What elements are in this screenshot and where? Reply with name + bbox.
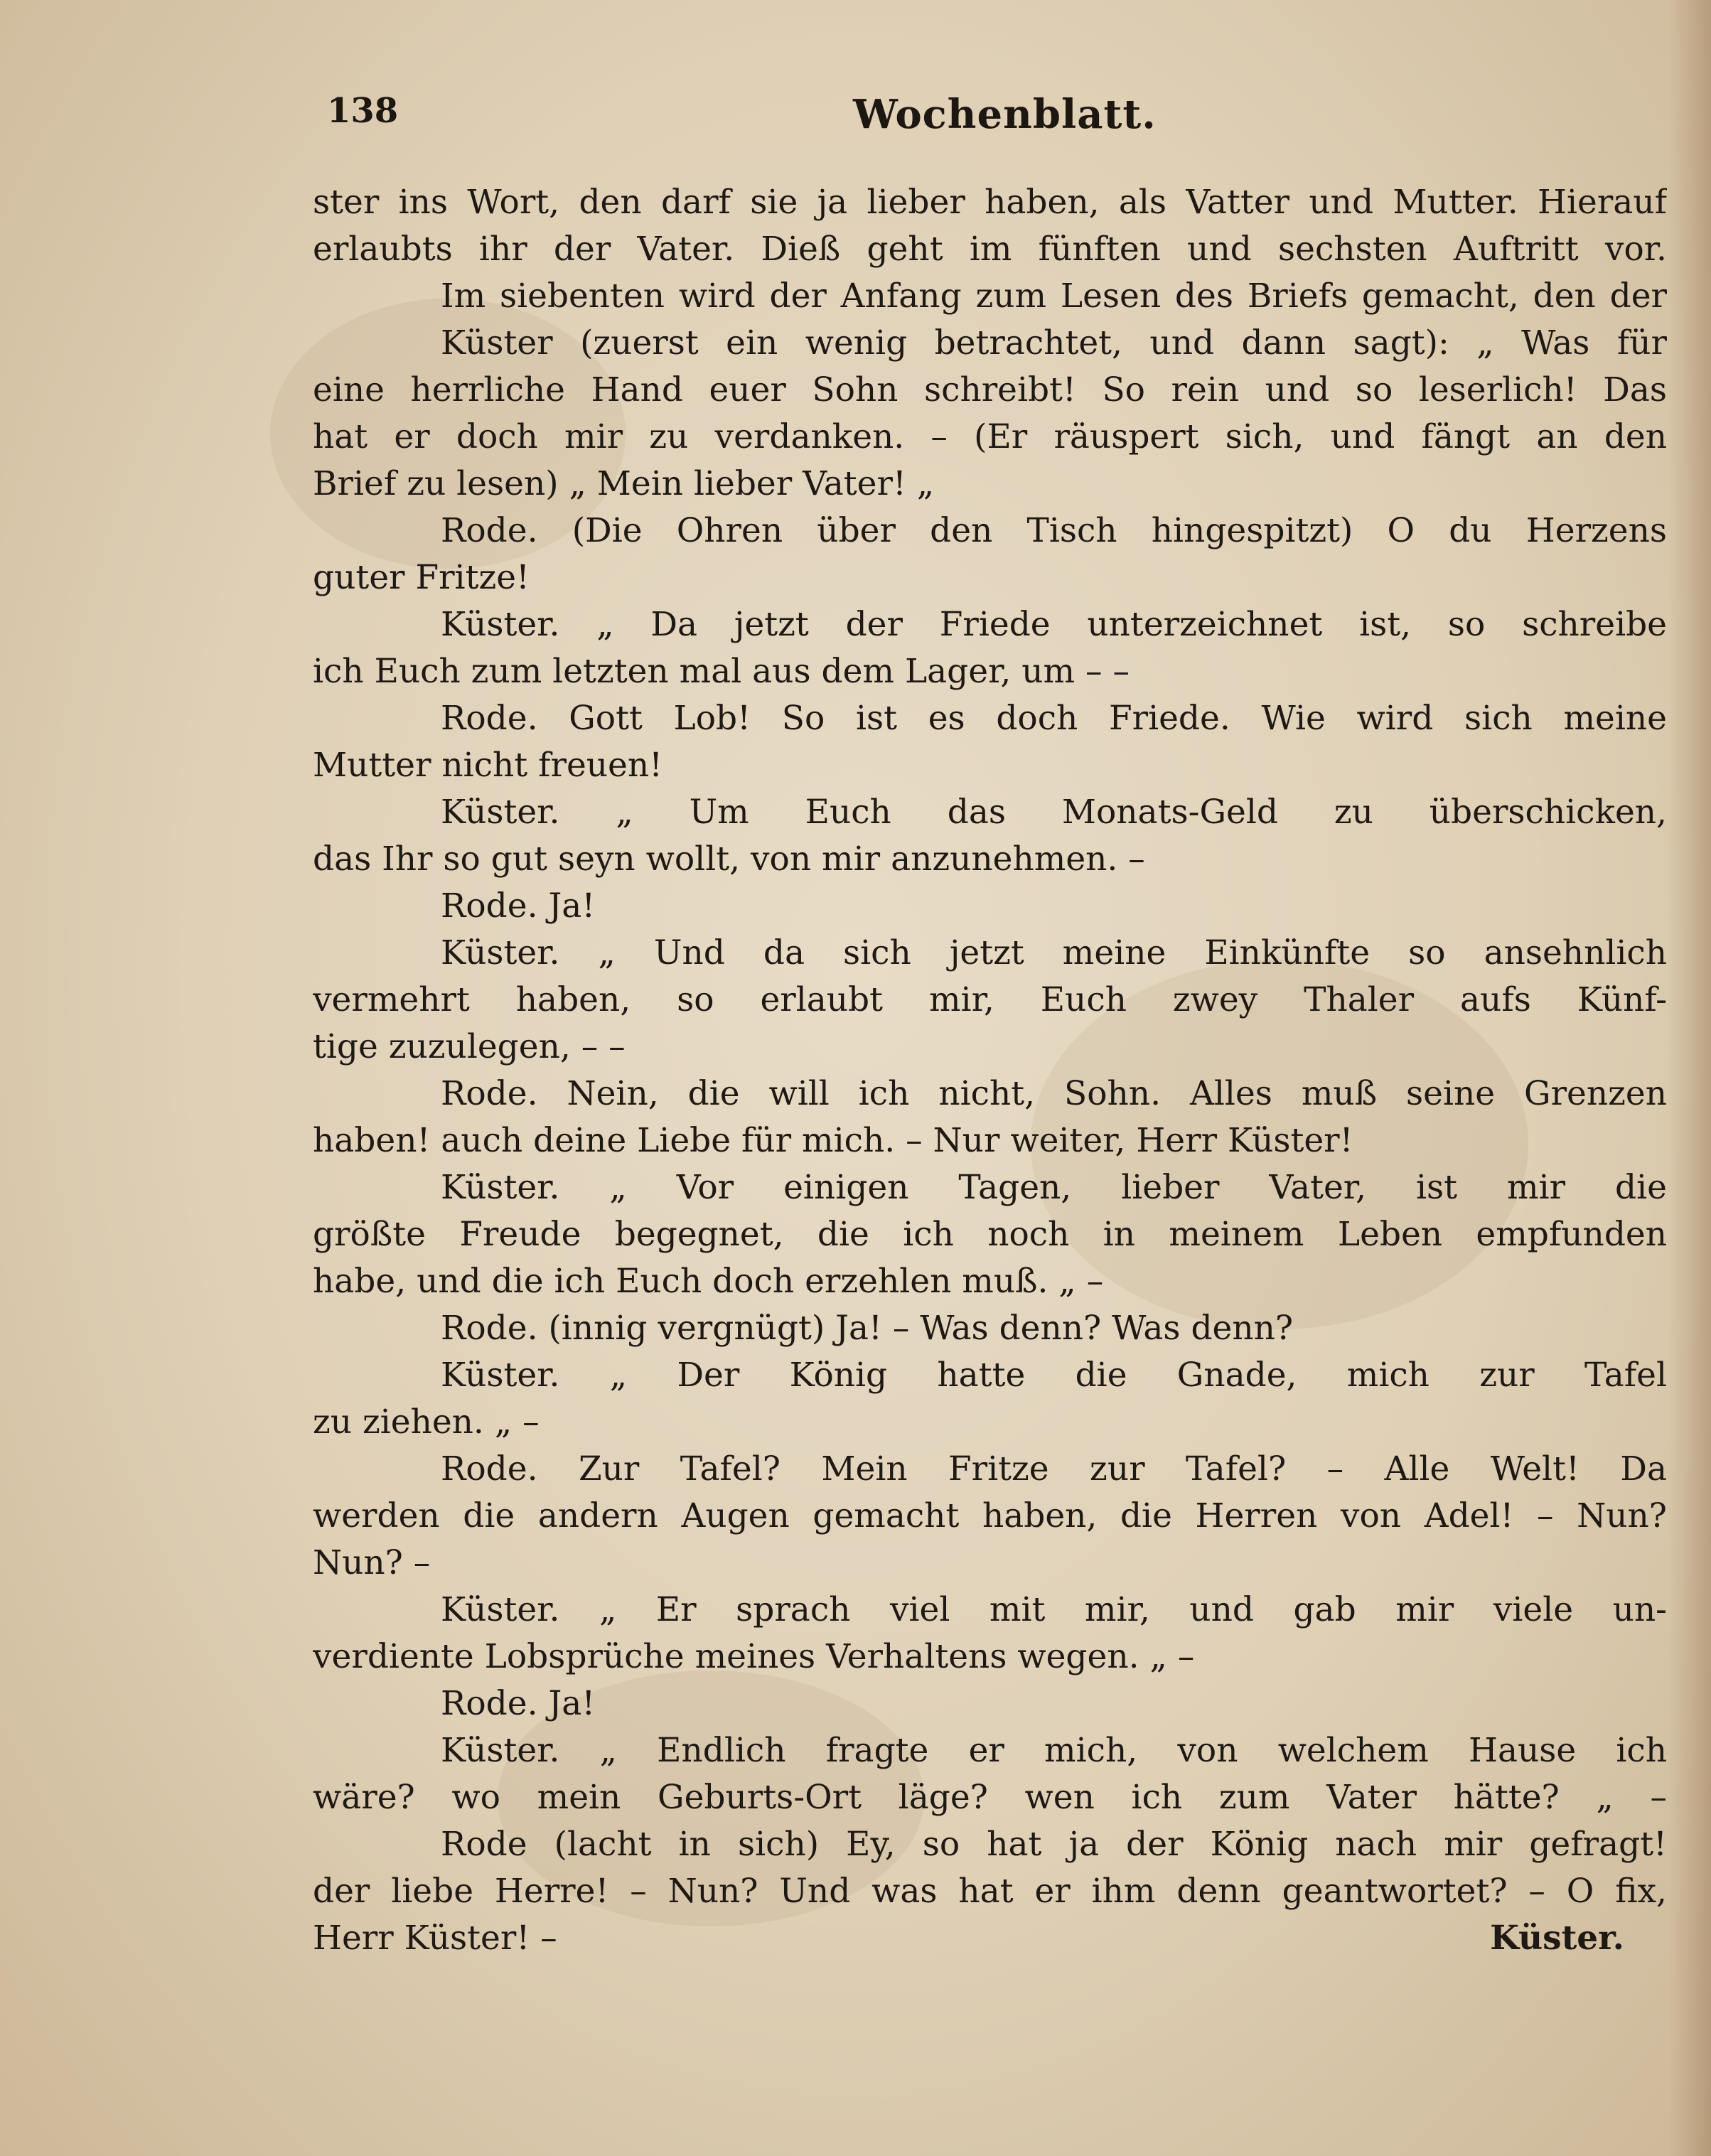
last-line-row	[313, 1915, 1667, 1962]
text-line: Rode. (innig vergnügt) Ja! – Was denn? Was denn?	[441, 1309, 1294, 1348]
text-line: Küster. „ Vor einigen Tagen, lieber Vater, ist mir die	[441, 1168, 1667, 1207]
text-line: Küster (zuerst ein wenig betrachtet, und dann sagt): „ Was für	[441, 323, 1667, 363]
text-line: Rode. Ja!	[441, 886, 596, 926]
text-line: vermehrt haben, so erlaubt mir, Euch zwey Thaler aufs Künf-	[313, 980, 1667, 1019]
text-line: Nun? –	[313, 1543, 431, 1582]
text-line: Brief zu lesen) „ Mein lieber Vater! „	[313, 464, 935, 503]
text-line: Mutter nicht freuen!	[313, 746, 663, 785]
text-line: ich Euch zum letzten mal aus dem Lager, um – –	[313, 652, 1130, 691]
text-line: habe, und die ich Euch doch erzehlen muß. „ –	[313, 1262, 1104, 1301]
text-line: größte Freude begegnet, die ich noch in meinem Leben empfunden	[313, 1215, 1667, 1254]
text-line: Rode. Nein, die will ich nicht, Sohn. Alles muß seine Grenzen	[441, 1074, 1667, 1113]
text-line: Rode. Ja!	[441, 1684, 596, 1723]
text-line: Im siebenten wird der Anfang zum Lesen des Briefs gemacht, den der	[441, 277, 1667, 316]
text-line: guter Fritze!	[313, 558, 530, 597]
running-head: Wochenblatt.	[853, 91, 1157, 138]
text-line: der liebe Herre! – Nun? Und was hat er ihm denn geantwortet? – O fix,	[313, 1872, 1667, 1911]
page-number: 138	[327, 91, 399, 131]
text-line: Küster. „ Er sprach viel mit mir, und gab mir viele un-	[441, 1590, 1667, 1629]
text-line: eine herrliche Hand euer Sohn schreibt! So rein und so leserlich! Das	[313, 370, 1667, 409]
text-line: werden die andern Augen gemacht haben, die Herren von Adel! – Nun?	[313, 1496, 1667, 1535]
text-line: wäre? wo mein Geburts-Ort läge? wen ich zum Vater hätte? „ –	[313, 1778, 1667, 1817]
text-line: Herr Küster! –	[313, 1919, 557, 1958]
page-header	[327, 91, 1157, 148]
text-line: Küster. „ Um Euch das Monats-Geld zu überschicken,	[441, 793, 1667, 832]
text-line: Küster. „ Der König hatte die Gnade, mich zur Tafel	[441, 1356, 1667, 1395]
text-line: Küster. „ Und da sich jetzt meine Einkünfte so ansehnlich	[441, 933, 1667, 972]
text-line: hat er doch mir zu verdanken. – (Er räuspert sich, und fängt an den	[313, 417, 1667, 456]
text-line: Rode. Zur Tafel? Mein Fritze zur Tafel? – Alle Welt! Da	[441, 1449, 1667, 1489]
text-line: Rode. (Die Ohren über den Tisch hingespitzt) O du Herzens	[441, 511, 1667, 550]
catchword: Küster.	[1490, 1919, 1624, 1958]
text-line: das Ihr so gut seyn wollt, von mir anzunehmen. –	[313, 840, 1145, 879]
text-line: erlaubts ihr der Vater. Dieß geht im fünften und sechsten Auftritt vor.	[313, 230, 1667, 269]
page-edge-shadow	[1668, 0, 1711, 2156]
text-line: verdiente Lobsprüche meines Verhaltens wegen. „ –	[313, 1637, 1195, 1676]
text-line: zu ziehen. „ –	[313, 1403, 540, 1442]
text-line: haben! auch deine Liebe für mich. – Nur weiter, Herr Küster!	[313, 1121, 1353, 1160]
text-line: Küster. „ Endlich fragte er mich, von welchem Hause ich	[441, 1731, 1667, 1770]
body-text	[313, 179, 1667, 1962]
text-line: tige zuzulegen, – –	[313, 1027, 626, 1066]
text-line: ster ins Wort, den darf sie ja lieber haben, als Vatter und Mutter. Hierauf	[313, 183, 1667, 222]
text-line: Rode. Gott Lob! So ist es doch Friede. Wie wird sich meine	[441, 699, 1667, 738]
text-line: Rode (lacht in sich) Ey, so hat ja der König nach mir gefragt!	[441, 1825, 1667, 1864]
text-line: Küster. „ Da jetzt der Friede unterzeichnet ist, so schreibe	[441, 605, 1667, 644]
